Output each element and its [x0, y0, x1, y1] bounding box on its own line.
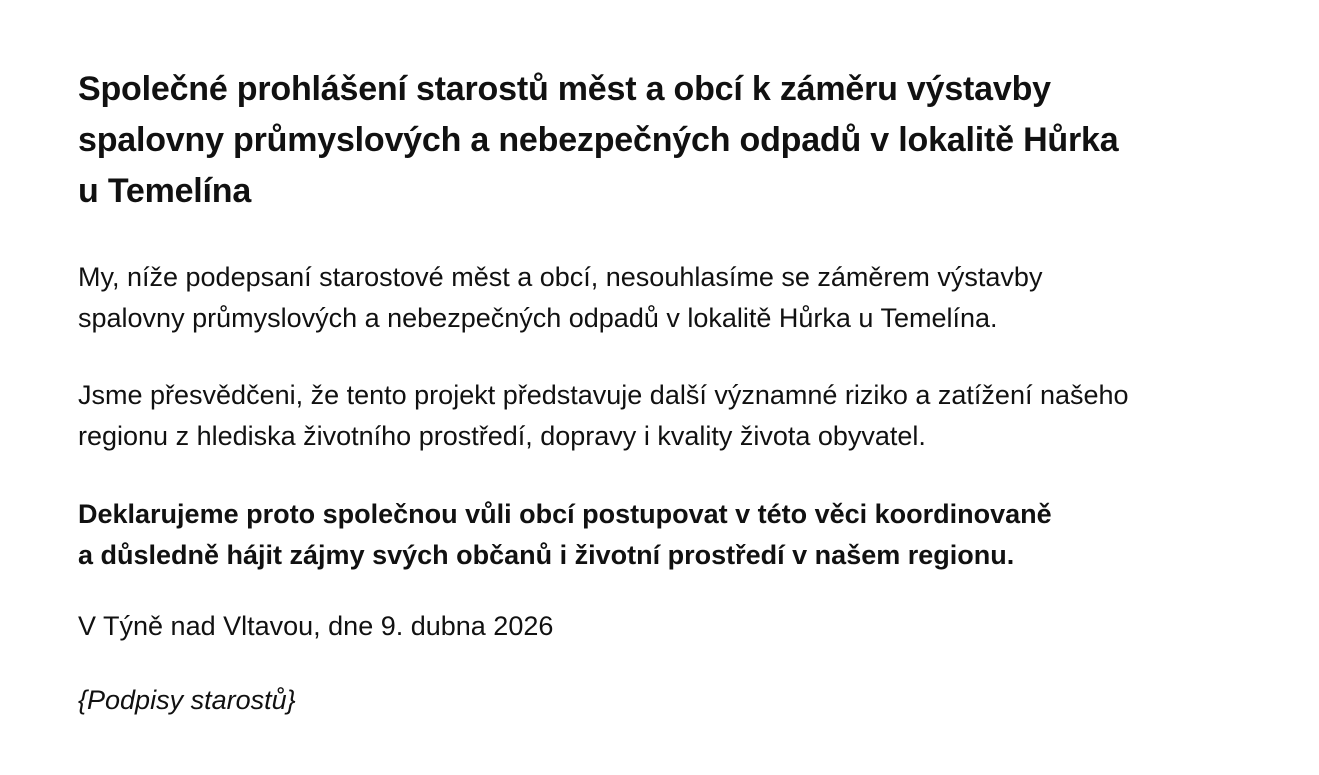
risk-paragraph — [78, 375, 1278, 457]
paragraph-line: regionu z hlediska životního prostředí, dopravy i kvality života obyvatel. — [78, 421, 926, 451]
paragraph-line: spalovny průmyslových a nebezpečných odpadů v lokalitě Hůrka u Temelína. — [78, 303, 998, 333]
paragraph-line: Jsme přesvědčeni, že tento projekt představuje další významné riziko a zatížení našeho — [78, 380, 1129, 410]
title-line: u Temelína — [78, 172, 252, 210]
place-and-date: V Týně nad Vltavou, dne 9. dubna 2026 — [78, 611, 554, 641]
title-line: Společné prohlášení starostů měst a obcí k záměru výstavby — [78, 70, 1051, 108]
paragraph-line: a důsledně hájit zájmy svých občanů i životní prostředí v našem regionu. — [78, 540, 1015, 570]
signatures-placeholder: {Podpisy starostů} — [78, 685, 296, 715]
declaration-paragraph — [78, 494, 1278, 576]
title-line: spalovny průmyslových a nebezpečných odpadů v lokalitě Hůrka — [78, 121, 1119, 159]
disagreement-paragraph — [78, 257, 1278, 339]
document-title — [78, 64, 1248, 217]
paragraph-line: My, níže podepsaní starostové měst a obcí, nesouhlasíme se záměrem výstavby — [78, 262, 1043, 292]
paragraph-line: Deklarujeme proto společnou vůli obcí postupovat v této věci koordinovaně — [78, 499, 1052, 529]
